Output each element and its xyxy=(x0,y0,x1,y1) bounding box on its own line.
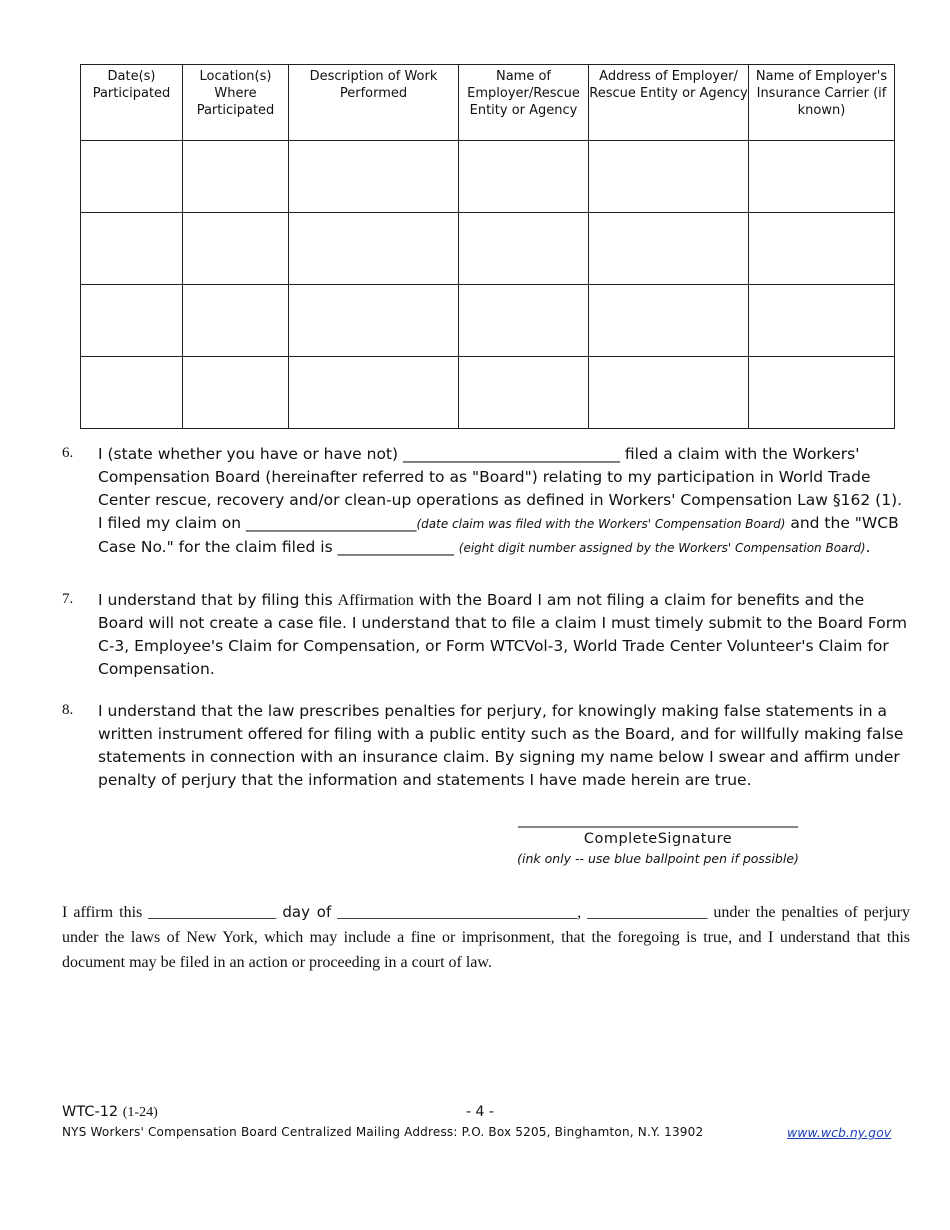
table-cell[interactable] xyxy=(749,285,895,357)
item-6-number: 6. xyxy=(62,445,74,461)
item-6-note2: (eight digit number assigned by the Workers' Compensation Board) xyxy=(458,541,866,555)
table-cell[interactable] xyxy=(589,141,749,213)
item-7-part1: I understand that by filing this xyxy=(98,591,338,609)
item-8-text: I understand that the law prescribes penalties for perjury, for knowingly making false statements in a written instrument offered for filing with a public entity such as the Board, and for willfully making false statements in connection with an insurance claim. By signing my name below I swear and affirm under penalty of perjury that the information and statements I have made herein are true. xyxy=(98,702,904,789)
table-cell[interactable] xyxy=(459,285,589,357)
item-7-part2: with the Board I am not filing a claim for benefits and the Board will not create a case file. I understand that to file a claim I must timely submit to the Board Form C-3, Employee's Claim for Compensation, or Form WTCVol-3, World Trade Center Volunteer's Claim for Compensation. xyxy=(98,591,907,678)
affirm-underscore: _____ xyxy=(667,904,708,921)
website-link[interactable]: www.wcb.ny.gov xyxy=(787,1125,892,1140)
table-cell[interactable] xyxy=(81,357,183,429)
mailing-address: NYS Workers' Compensation Board Centralized Mailing Address: P.O. Box 5205, Binghamton, N.Y. 13902 xyxy=(62,1125,704,1139)
form-code xyxy=(62,1104,158,1121)
signature-line[interactable]: ________________________________________ xyxy=(518,812,798,828)
col-dates-header: Date(s) Participated xyxy=(81,65,183,141)
table-header-row xyxy=(81,65,895,141)
item-7-text xyxy=(98,589,910,681)
affirm-part2: ______________________________, __________ xyxy=(331,904,668,921)
table-cell[interactable] xyxy=(749,357,895,429)
table-cell[interactable] xyxy=(289,213,459,285)
item-6-note1: (date claim was filed with the Workers' Compensation Board) xyxy=(416,517,786,531)
col-employer-name-header: Name of Employer/Rescue Entity or Agency xyxy=(459,65,589,141)
signature-label: CompleteSignature xyxy=(583,831,733,847)
item-8-number: 8. xyxy=(62,702,74,718)
item-6-part2: and the "WCB Case No." for the claim filed is _______________ xyxy=(98,514,899,556)
item-6-end: . xyxy=(865,538,871,556)
table-cell[interactable] xyxy=(749,141,895,213)
table-cell[interactable] xyxy=(81,141,183,213)
table-cell[interactable] xyxy=(81,213,183,285)
col-insurance-carrier-header: Name of Employer's Insurance Carrier (if known) xyxy=(749,65,895,141)
table-row xyxy=(81,213,895,285)
signature-block xyxy=(486,812,830,866)
table-cell[interactable] xyxy=(459,357,589,429)
item-7-affirmation-word: Affirmation xyxy=(337,592,414,609)
table-cell[interactable] xyxy=(459,213,589,285)
affirm-part1: I affirm this ________________ xyxy=(62,904,283,921)
table-cell[interactable] xyxy=(749,213,895,285)
item-6-part1: I (state whether you have or have not) ____________________________ filed a claim with the Workers' Compensation Board (hereinafter referred to as "Board") relating to my participation in World Trade Center rescue, recovery and/or clean-up operations as defined in Workers' Compensation Law §162 (1). I filed my claim on ______________________ xyxy=(98,445,903,532)
affirm-day-label: day of xyxy=(282,903,332,921)
participation-table xyxy=(80,64,895,429)
item-6-text xyxy=(98,443,910,560)
table-cell[interactable] xyxy=(183,285,289,357)
col-employer-address-header: Address of Employer/ Rescue Entity or Agency xyxy=(589,65,749,141)
table-cell[interactable] xyxy=(589,213,749,285)
table-cell[interactable] xyxy=(289,285,459,357)
table-cell[interactable] xyxy=(589,357,749,429)
item-7-number: 7. xyxy=(62,591,74,607)
table-cell[interactable] xyxy=(289,141,459,213)
table-cell[interactable] xyxy=(459,141,589,213)
form-code-text: WTC-12 xyxy=(62,1104,119,1120)
form-revision: (1-24) xyxy=(122,1105,158,1120)
page-number: - 4 - xyxy=(466,1104,494,1120)
table-cell[interactable] xyxy=(183,141,289,213)
table-cell[interactable] xyxy=(289,357,459,429)
table-cell[interactable] xyxy=(183,213,289,285)
table-row xyxy=(81,285,895,357)
affirmation-statement xyxy=(62,900,910,975)
table-cell[interactable] xyxy=(183,357,289,429)
col-description-header: Description of Work Performed xyxy=(289,65,459,141)
table-cell[interactable] xyxy=(589,285,749,357)
table-row xyxy=(81,357,895,429)
affirm-part3: under the penalties of perjury under the laws of New York, which may include a fine or imprisonment, that the foregoing is true, and I understand that this document may be filed in an action or proceeding in a court of law. xyxy=(62,904,910,971)
signature-note: (ink only -- use blue ballpoint pen if possible) xyxy=(517,851,799,866)
table-cell[interactable] xyxy=(81,285,183,357)
col-location-header: Location(s) Where Participated xyxy=(183,65,289,141)
table-row xyxy=(81,141,895,213)
